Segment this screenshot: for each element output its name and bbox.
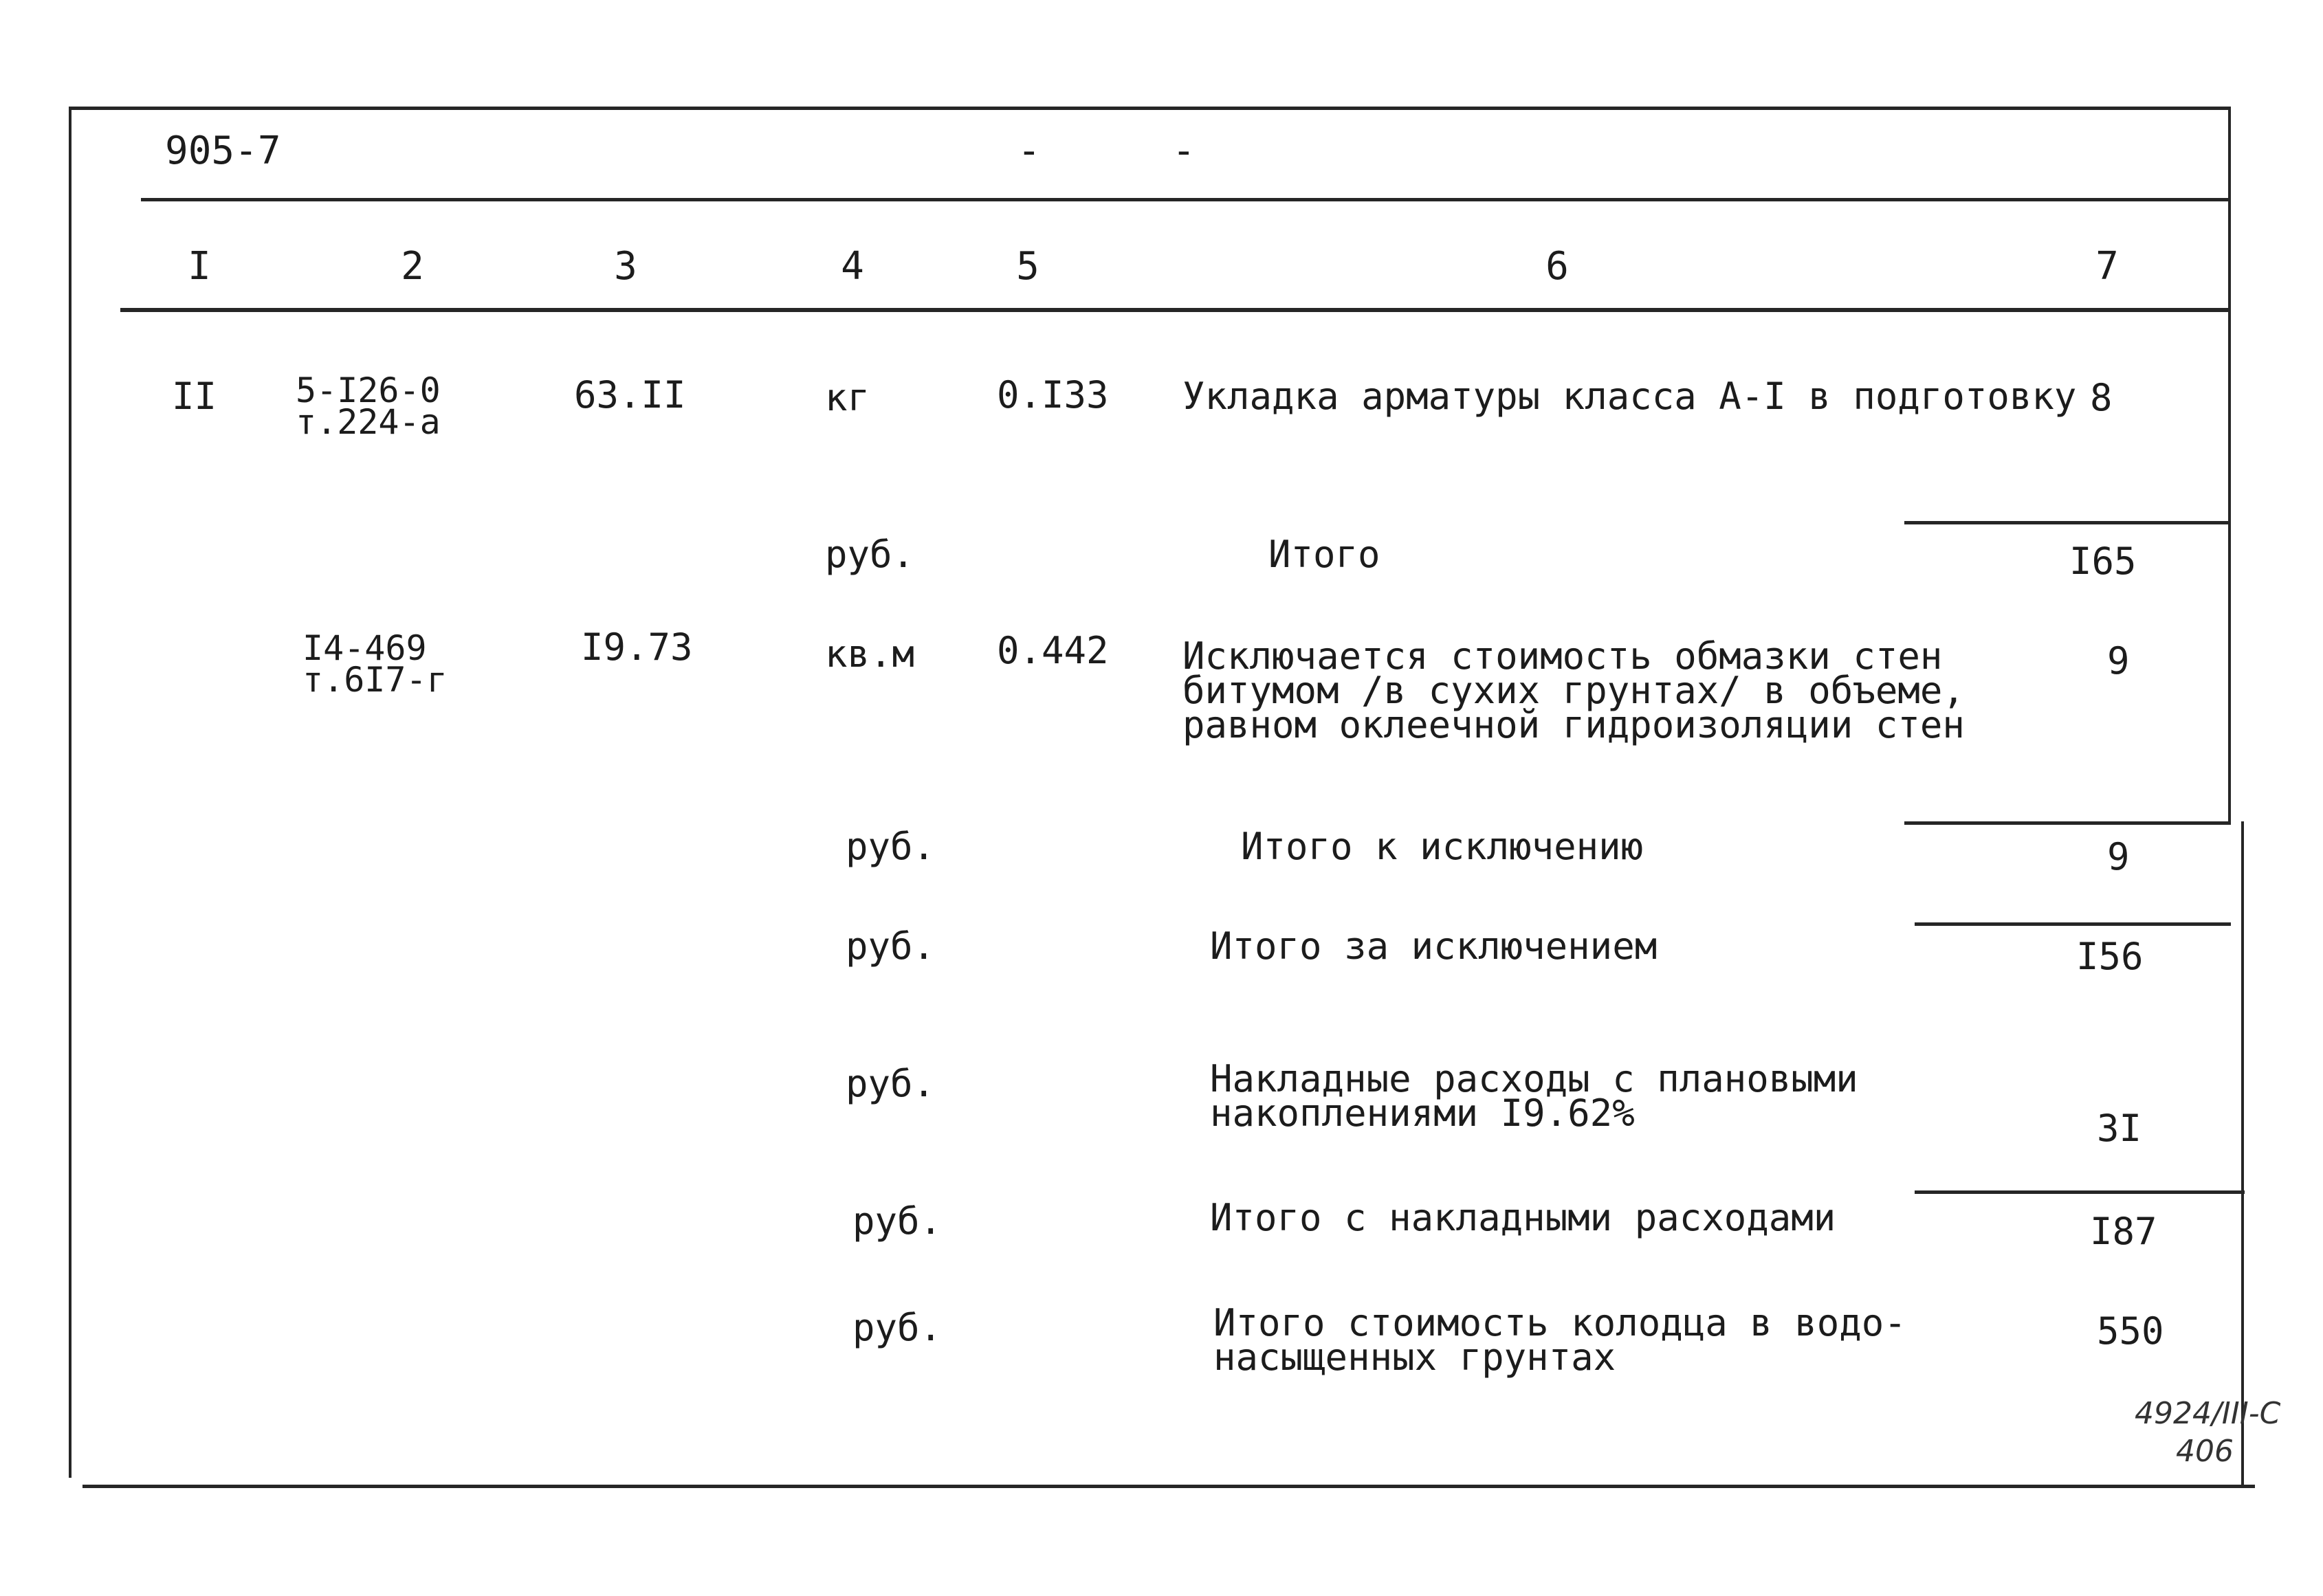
row-1-quantity: 0.I33 <box>997 373 1109 417</box>
row-3-quantity: 0.442 <box>997 629 1109 672</box>
total-underline-3 <box>1915 922 2231 926</box>
total-underline-4 <box>1915 1190 2245 1194</box>
row-3-unit: кв.м <box>825 632 915 676</box>
row-4-description: Итого к исключению <box>1241 825 1644 868</box>
row-1-price: 63.II <box>574 373 686 417</box>
column-number-5: 5 <box>1016 244 1039 289</box>
row-7-description: Итого с накладными расходами <box>1210 1196 1836 1239</box>
right-border-lower <box>2241 821 2244 1487</box>
row-4-total: 9 <box>2107 835 2130 878</box>
row-1-total: 8 <box>2090 376 2113 419</box>
bottom-border <box>82 1485 2255 1488</box>
row-1-unit: кг <box>825 376 870 419</box>
row-4-unit: руб. <box>846 825 936 868</box>
row-1-position: II <box>172 375 217 418</box>
document-code: 905-7 <box>165 129 281 173</box>
column-number-7: 7 <box>2095 244 2119 289</box>
right-border-upper <box>2228 107 2231 821</box>
row-6-total: 3I <box>2097 1107 2142 1150</box>
row-8-total: 550 <box>2097 1309 2164 1353</box>
sheet-number: 406 <box>2176 1434 2234 1469</box>
row-3-total: 9 <box>2107 639 2130 683</box>
row-3-reference: I4-469 т.6I7-г <box>302 628 448 700</box>
row-1-reference: 5-I26-0 т.224-а <box>296 370 441 442</box>
row-1-description: Укладка арматуры класса А-I в подготовку <box>1182 375 2077 418</box>
total-underline-2 <box>1904 821 2231 825</box>
total-underline-1 <box>1904 521 2231 524</box>
header-dash-2: - <box>1172 129 1196 173</box>
row-3-price: I9.73 <box>581 625 693 669</box>
column-numbers-separator <box>120 308 2231 312</box>
row-2-description: Итого <box>1268 533 1380 576</box>
row-3-description: Исключается стоимость обмазки стен битумом /в сухих грунтах/ в объеме, равном оклеечной гидроизоляции стен <box>1182 634 1965 746</box>
column-number-2: 2 <box>401 244 424 289</box>
top-border <box>69 107 2231 110</box>
column-number-1: I <box>188 244 211 289</box>
column-number-6: 6 <box>1545 244 1569 289</box>
row-5-unit: руб. <box>846 924 936 968</box>
row-2-unit: руб. <box>825 533 915 576</box>
row-8-description: Итого стоимость колодца в водо- насыщенных грунтах <box>1213 1301 1906 1379</box>
row-5-total: I56 <box>2076 935 2144 978</box>
row-2-total: I65 <box>2069 540 2137 583</box>
sheet-stamp-code: 4924/III-С <box>2135 1396 2281 1431</box>
column-number-3: 3 <box>614 244 637 289</box>
row-8-unit: руб. <box>852 1306 943 1349</box>
column-number-4: 4 <box>841 244 864 289</box>
header-dash-1: - <box>1017 129 1041 173</box>
row-6-unit: руб. <box>846 1062 936 1105</box>
row-6-description: Накладные расходы с плановыми накоплениями I9.62% <box>1210 1057 1858 1135</box>
header-separator <box>141 198 2231 201</box>
row-5-description: Итого за исключением <box>1210 924 1658 968</box>
row-7-total: I87 <box>2090 1210 2157 1253</box>
row-7-unit: руб. <box>852 1199 943 1243</box>
left-border <box>69 107 71 1478</box>
